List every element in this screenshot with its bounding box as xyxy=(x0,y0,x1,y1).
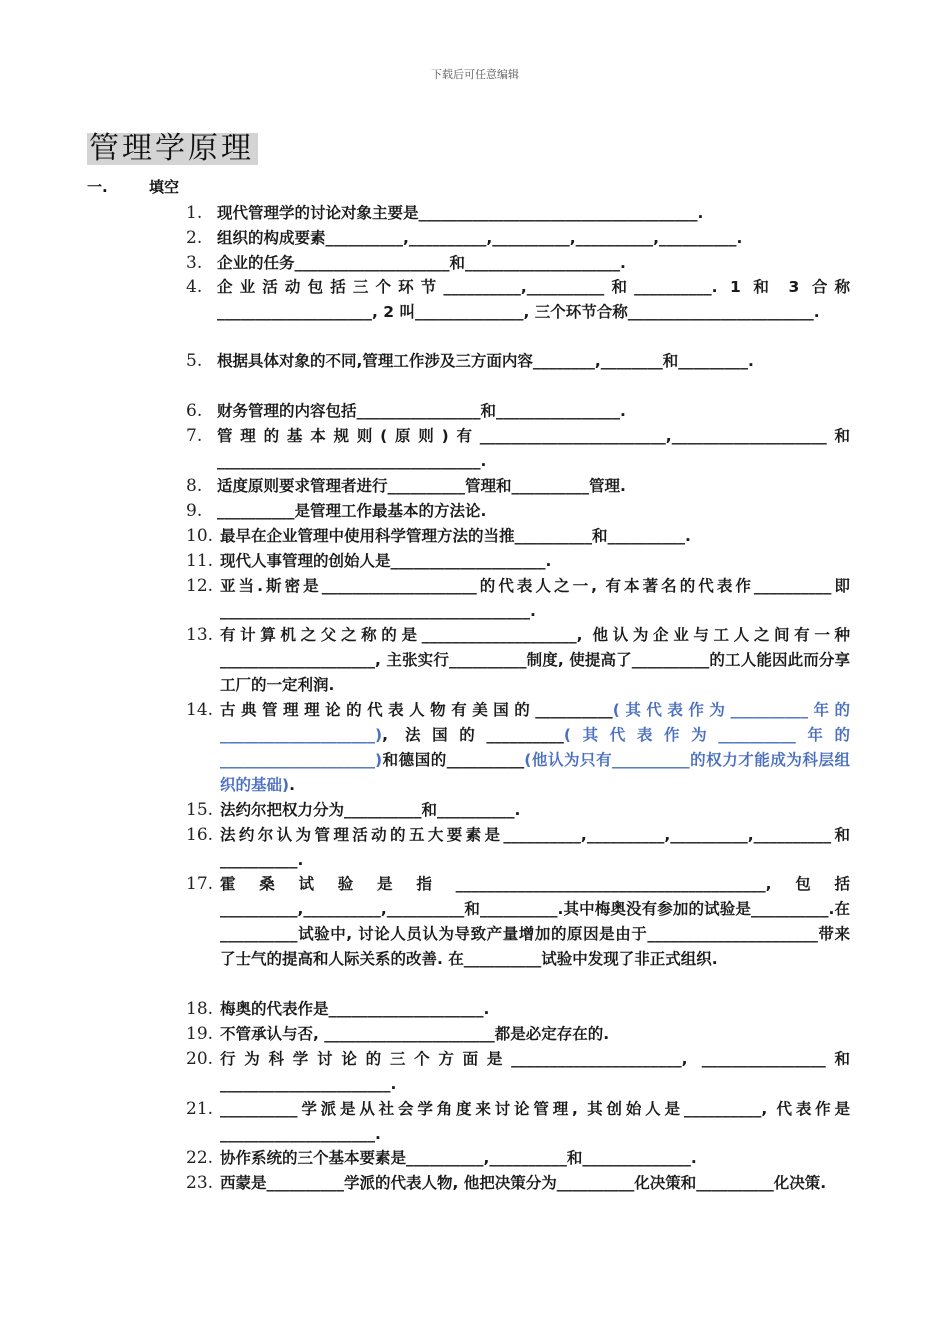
question-number: 10. xyxy=(186,526,214,546)
question-item xyxy=(186,549,850,574)
question-text-part: 和德国的__________ xyxy=(382,751,525,769)
question-text: 适度原则要求管理者进行__________管理和__________管理. xyxy=(217,477,626,495)
question-note: (其代表作为__________年的____________________) xyxy=(220,701,850,744)
question-text: 管理的基本规则(原则)有________________________,____________________和__________________________________. xyxy=(217,427,850,470)
question-item xyxy=(186,1022,850,1047)
question-item xyxy=(186,997,850,1022)
question-number: 5. xyxy=(186,351,203,371)
question-number: 4. xyxy=(186,277,203,297)
question-text: 根据具体对象的不同,管理工作涉及三方面内容________,________和_________. xyxy=(217,352,754,370)
question-text-part: . xyxy=(289,776,295,794)
question-text xyxy=(186,698,850,798)
question-note: (他认为只有__________的权力才能成为科层组织的基础) xyxy=(220,751,850,794)
question-item xyxy=(186,251,850,276)
page-header-note: 下载后可任意编辑 xyxy=(431,68,519,81)
question-text: 法约尔认为管理活动的五大要素是__________,__________,__________,__________和__________. xyxy=(220,826,850,869)
question-text: 法约尔把权力分为__________和__________. xyxy=(220,801,521,819)
question-number: 8. xyxy=(186,476,203,496)
question-item xyxy=(186,226,850,251)
question-text: 有计算机之父之称的是____________________, 他认为企业与工人之间有一种____________________, 主张实行__________制度, 使提高了__________的工人能因此而分享工厂的一定利润. xyxy=(220,626,850,694)
question-item xyxy=(186,623,850,698)
section-number: 一. xyxy=(87,178,108,196)
question-item xyxy=(186,1047,850,1097)
question-number: 2. xyxy=(186,228,203,248)
question-item xyxy=(186,698,850,798)
question-item xyxy=(186,399,850,424)
question-number: 20. xyxy=(186,1049,214,1069)
question-number: 12. xyxy=(186,576,214,596)
question-item xyxy=(186,424,850,474)
question-text: 财务管理的内容包括________________和________________. xyxy=(217,402,626,420)
section-label: 填空 xyxy=(149,178,180,196)
page-title: 管理学原理 xyxy=(87,133,258,165)
question-text-part: 古典管理理论的代表人物有美国的__________ xyxy=(220,701,613,719)
question-item xyxy=(186,499,850,524)
question-number: 6. xyxy=(186,401,203,421)
question-number: 23. xyxy=(186,1173,214,1193)
question-item xyxy=(186,1171,850,1196)
question-item xyxy=(186,524,850,549)
question-number: 1. xyxy=(186,203,203,223)
question-number: 17. xyxy=(186,874,214,894)
question-text: 企业的任务____________________和____________________. xyxy=(217,254,626,272)
question-text: 最早在企业管理中使用科学管理方法的当推__________和__________. xyxy=(220,527,691,545)
question-text: 企业活动包括三个环节__________,__________和__________. 1 和 3 合称____________________, 2 叫______________, 三个环节合称________________________. xyxy=(217,278,850,321)
question-text: 梅奥的代表作是____________________. xyxy=(220,1000,490,1018)
question-text: 行为科学讨论的三个方面是______________________, ________________和______________________. xyxy=(220,1050,850,1093)
question-item xyxy=(186,823,850,873)
question-number: 21. xyxy=(186,1099,214,1119)
question-number: 16. xyxy=(186,825,214,845)
question-text: 组织的构成要素__________,__________,__________,__________,__________. xyxy=(217,229,743,247)
section-heading xyxy=(87,176,179,197)
question-item xyxy=(186,1146,850,1171)
question-text: 亚当.斯密是____________________的代表人之一, 有本著名的代表作__________即________________________________________. xyxy=(220,577,850,620)
question-note: (其代表作为__________年的____________________) xyxy=(220,726,850,769)
question-item xyxy=(186,349,850,374)
question-number: 14. xyxy=(186,700,214,720)
question-item xyxy=(186,201,850,226)
question-text: 现代管理学的讨论对象主要是____________________________________. xyxy=(217,204,704,222)
question-number: 11. xyxy=(186,551,214,571)
question-text: 协作系统的三个基本要素是__________,__________和______________. xyxy=(220,1149,697,1167)
question-text: 现代人事管理的创始人是____________________. xyxy=(220,552,552,570)
question-item xyxy=(186,798,850,823)
question-text: 霍桑试验是指________________________________________,包括__________,__________,__________和__________.其中梅奥没有参加的试验是__________.在__________试验中, 讨论人员认为导致产量增加的原因是由于______________________带来了士气的提高和人际关系的改善. 在__________试验中发现了非正式组织. xyxy=(220,875,850,968)
question-number: 13. xyxy=(186,625,214,645)
question-text: __________学派是从社会学角度来讨论管理, 其创始人是__________, 代表作是____________________. xyxy=(220,1100,850,1143)
question-item xyxy=(186,1097,850,1147)
question-number: 15. xyxy=(186,800,214,820)
question-number: 18. xyxy=(186,999,214,1019)
question-item xyxy=(186,275,850,325)
question-number: 7. xyxy=(186,426,203,446)
question-number: 9. xyxy=(186,501,203,521)
question-number: 22. xyxy=(186,1148,214,1168)
question-text: __________是管理工作最基本的方法论. xyxy=(217,502,487,520)
question-text: 不管承认与否, ______________________都是必定存在的. xyxy=(220,1025,610,1043)
question-text-part: , 法国的__________ xyxy=(382,726,564,744)
question-item xyxy=(186,474,850,499)
question-text: 西蒙是__________学派的代表人物, 他把决策分为__________化决策和__________化决策. xyxy=(220,1174,827,1192)
question-item xyxy=(186,574,850,624)
question-number: 3. xyxy=(186,253,203,273)
question-number: 19. xyxy=(186,1024,214,1044)
question-item xyxy=(186,872,850,972)
